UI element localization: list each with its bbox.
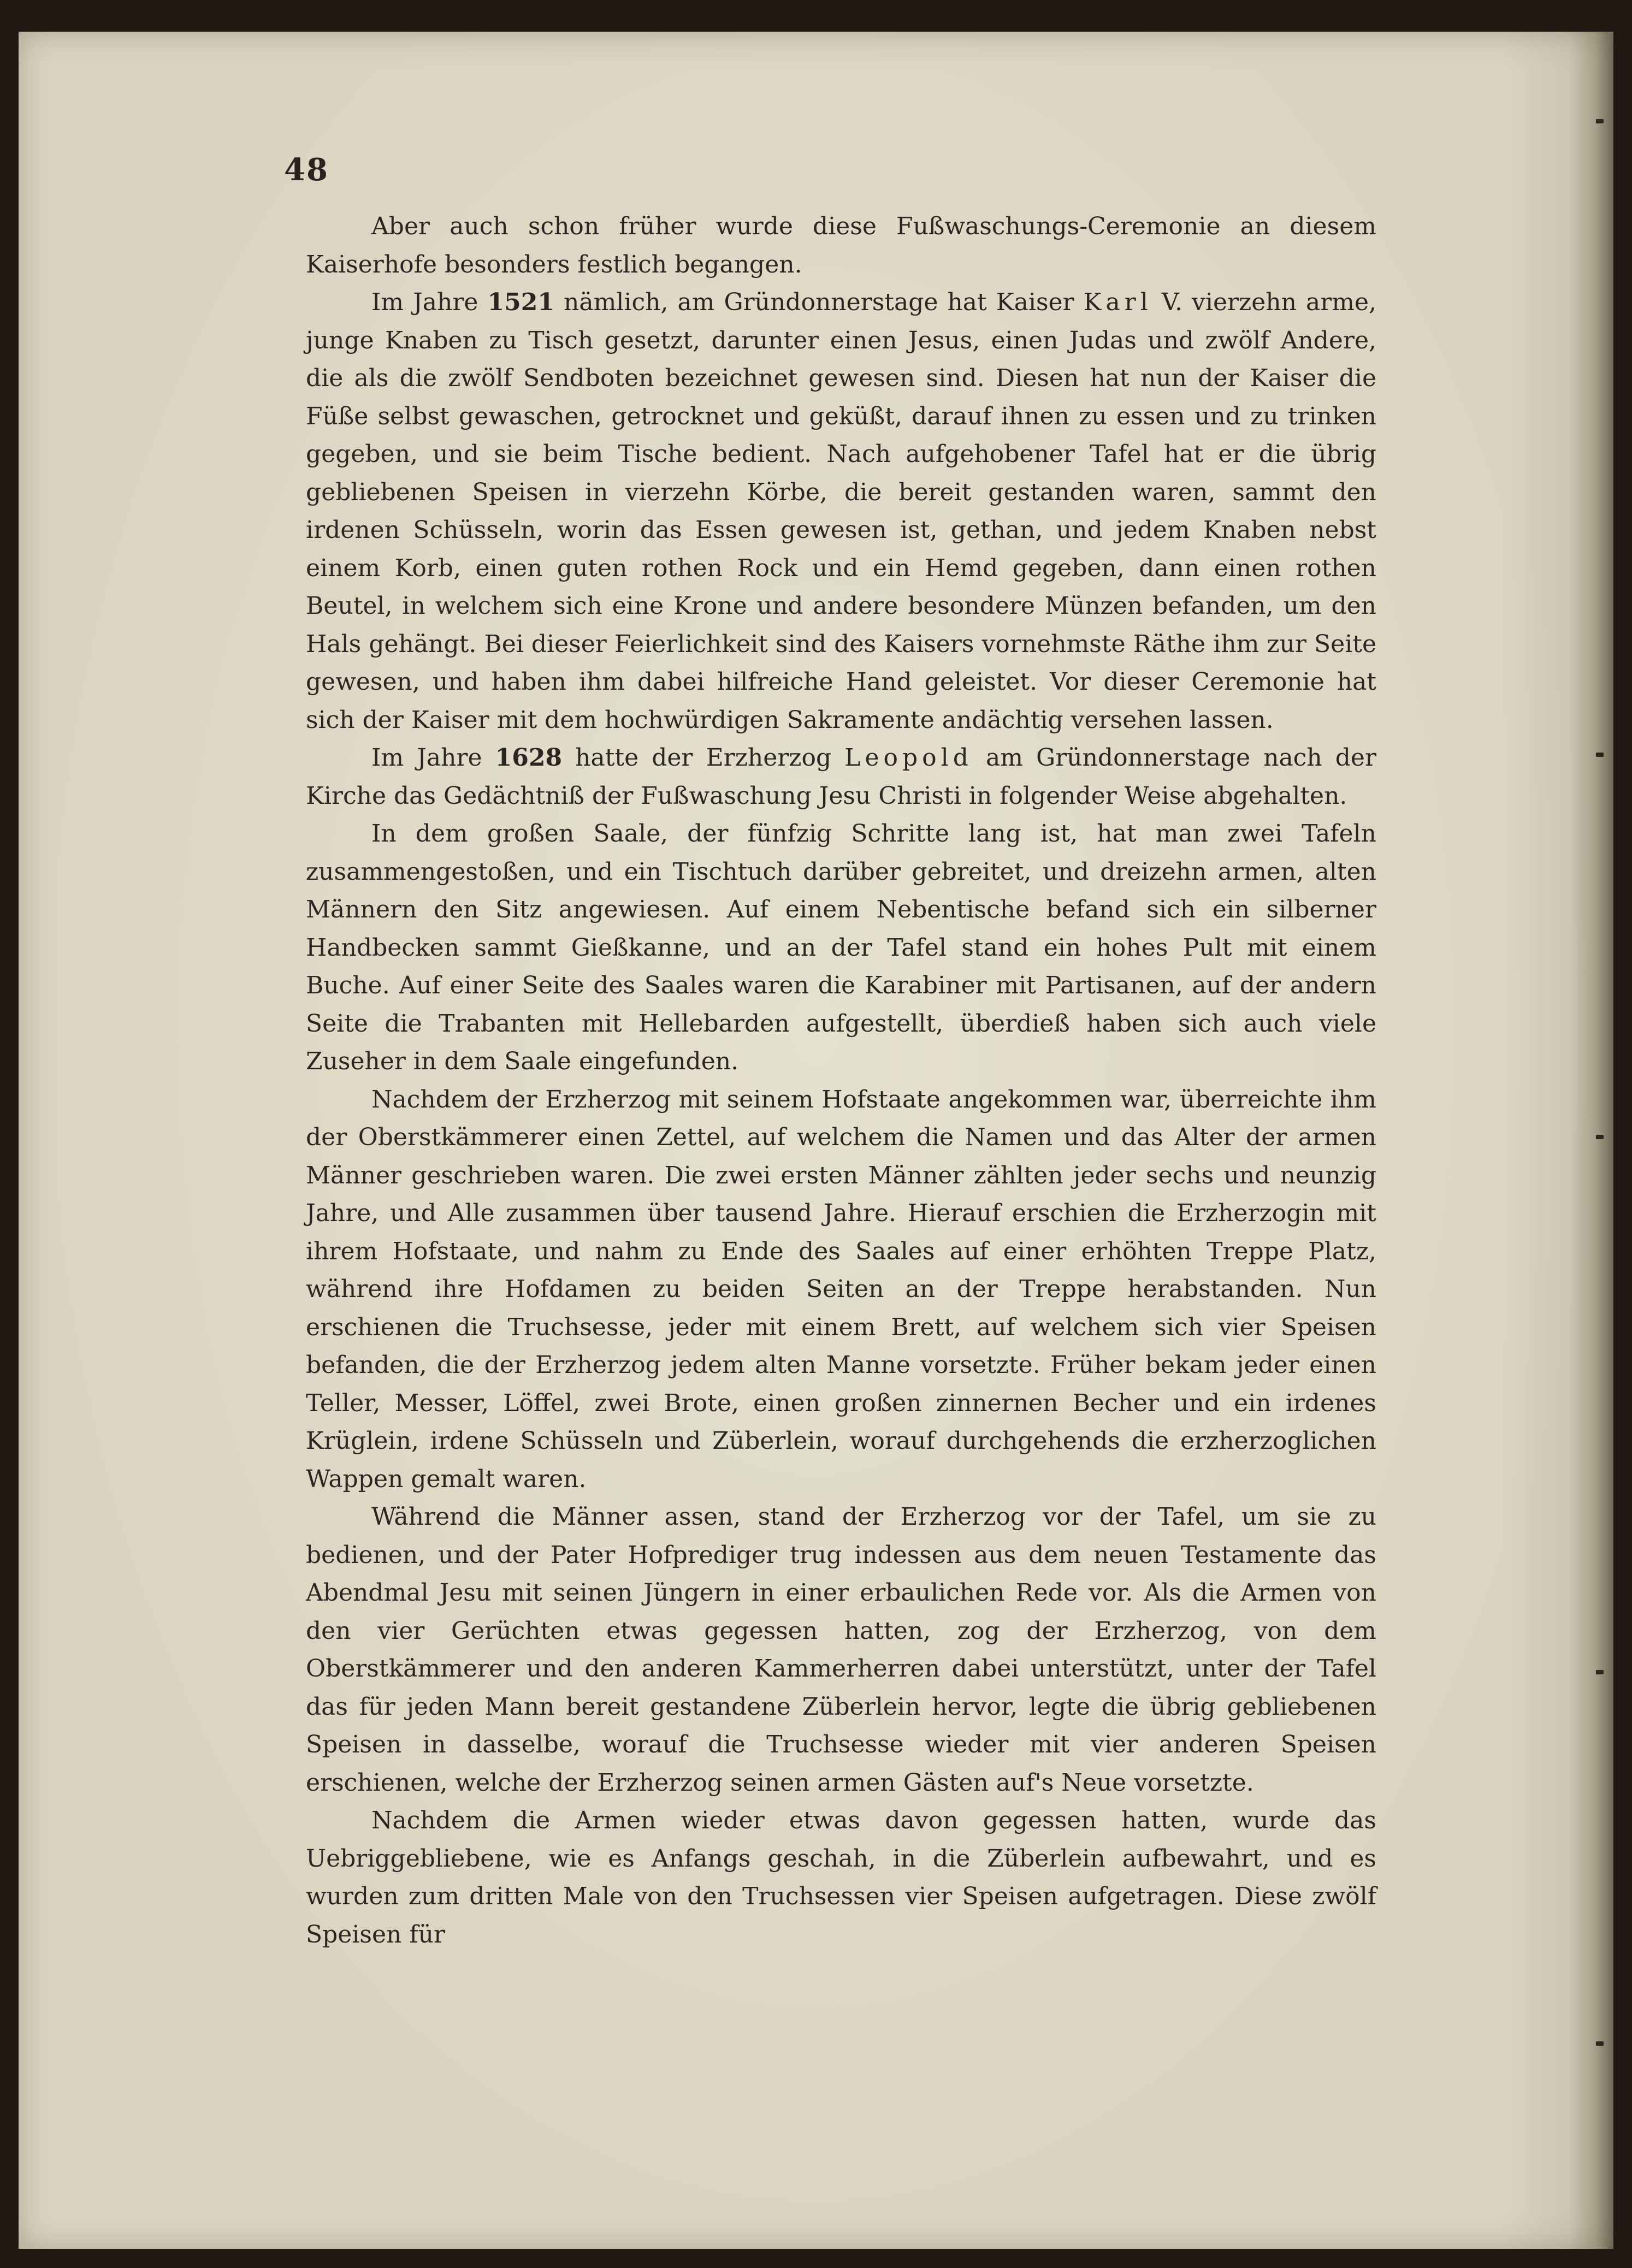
year-number: 1521 [487, 288, 554, 316]
paragraph [306, 739, 1376, 815]
binding-stitch [1596, 1135, 1604, 1139]
binding-stitch [1596, 1670, 1604, 1674]
text-run: Aber auch schon früher wurde diese Fußwaschungs-Ceremonie an diesem Kaiserhofe besonders festlich begangen. [306, 212, 1376, 279]
text-run: In dem großen Saale, der fünfzig Schritte lang ist, hat man zwei Tafeln zusammengestoßen, und ein Tischtuch darüber gebreitet, und dreizehn armen, alten Männern den Sitz angewiesen. Auf einem Nebentische befand sich ein silberner Handbecken sammt Gießkanne, und an der Tafel stand ein hohes Pult mit einem Buche. Auf einer Seite des Saales waren die Karabiner mit Partisanen, auf der andern Seite die Trabanten mit Hellebarden aufgestellt, überdieß haben sich auch viele Zuseher in dem Saale eingefunden. [306, 820, 1376, 1075]
text-run: hatte der Erzherzog [562, 744, 845, 772]
spaced-name: Leopold [844, 744, 973, 772]
binding-stitch [1596, 119, 1604, 123]
spaced-name: Karl [1083, 288, 1152, 316]
text-run: Während die Männer assen, stand der Erzherzog vor der Tafel, um sie zu bedienen, und der Pater Hofprediger trug indessen aus dem neuen Testamente das Abendmal Jesu mit seinen Jüngern in einer erbaulichen Rede vor. Als die Armen von den vier Gerüchten etwas gegessen hatten, zog der Erzherzog, von dem Oberstkämmerer und den anderen Kammerherren dabei unterstützt, unter der Tafel das für jeden Mann bereit gestandene Züberlein hervor, legte die übrig gebliebenen Speisen in dasselbe, worauf die Truchsesse wieder mit vier anderen Speisen erschienen, welche der Erzherzog seinen armen Gästen auf's Neue vorsetzte. [306, 1503, 1376, 1797]
paragraph [306, 283, 1376, 739]
paragraph [306, 208, 1376, 283]
paragraph [306, 1498, 1376, 1802]
binding-stitch [1596, 753, 1604, 757]
text-run: am Gründonnerstage nach der Kirche das Gedächtniß der Fußwaschung Jesu Christi in folgender Weise abgehalten. [306, 744, 1377, 810]
text-run: Im Jahre [371, 288, 488, 316]
body-text [306, 208, 1376, 1953]
binding-stitch [1596, 2041, 1604, 2046]
text-run: Nachdem der Erzherzog mit seinem Hofstaate angekommen war, überreichte ihm der Oberstkämmerer einen Zettel, auf welchem die Namen und das Alter der armen Männer geschrieben waren. Die zwei ersten Männer zählten jeder sechs und neunzig Jahre, und Alle zusammen über tausend Jahre. Hierauf erschien die Erzherzogin mit ihrem Hofstaate, und nahm zu Ende des Saales auf einer erhöhten Treppe Platz, während ihre Hofdamen zu beiden Seiten an der Treppe herabstanden. Nun erschienen die Truchsesse, jeder mit einem Brett, auf welchem sich vier Speisen befanden, die der Erzherzog jedem alten Manne vorsetzte. Früher bekam jeder einen Teller, Messer, Löffel, zwei Brote, einen großen zinnernen Becher und ein irdenes Krüglein, irdene Schüsseln und Züberlein, worauf durchgehends die erzherzoglichen Wappen gemalt waren. [306, 1085, 1376, 1493]
year-number: 1628 [495, 744, 563, 772]
paragraph [306, 1081, 1376, 1499]
text-run: V. vierzehn arme, junge Knaben zu Tisch gesetzt, darunter einen Jesus, einen Judas und zwölf Andere, die als die zwölf Sendboten bezeichnet gewesen sind. Diesen hat nun der Kaiser die Füße selbst gewaschen, getrocknet und geküßt, darauf ihnen zu essen und zu trinken gegeben, und sie beim Tische bedient. Nach aufgehobener Tafel hat er die übrig gebliebenen Speisen in vierzehn Körbe, die bereit gestanden waren, sammt den irdenen Schüsseln, worin das Essen gewesen ist, gethan, und jedem Knaben nebst einem Korb, einen guten rothen Rock und ein Hemd gegeben, dann einen rothen Beutel, in welchem sich eine Krone und andere besondere Münzen befanden, um den Hals gehängt. Bei dieser Feierlichkeit sind des Kaisers vornehmste Räthe ihm zur Seite gewesen, und haben ihm dabei hilfreiche Hand geleistet. Vor dieser Ceremonie hat sich der Kaiser mit dem hochwürdigen Sakramente andächtig versehen lassen. [306, 288, 1376, 734]
page-gutter-shadow [1570, 32, 1613, 2249]
text-run: Nachdem die Armen wieder etwas davon gegessen hatten, wurde das Uebriggebliebene, wie es Anfangs geschah, in die Züberlein aufbewahrt, und es wurden zum dritten Male von den Truchsessen vier Speisen aufgetragen. Diese zwölf Speisen für [306, 1807, 1376, 1949]
paragraph [306, 815, 1376, 1081]
paragraph [306, 1802, 1376, 1953]
text-run: Im Jahre [371, 744, 495, 772]
text-run: nämlich, am Gründonnerstage hat Kaiser [554, 288, 1084, 316]
page-number: 48 [284, 152, 329, 188]
